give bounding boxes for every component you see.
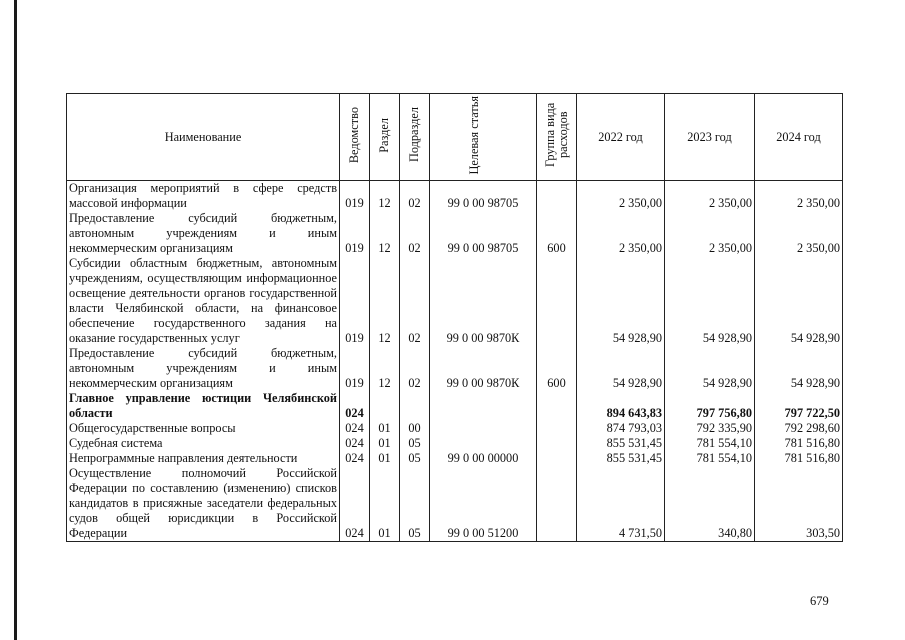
row-expense-group bbox=[537, 421, 577, 436]
row-amount-2022: 54 928,90 bbox=[577, 346, 665, 391]
table-row bbox=[67, 256, 843, 346]
row-subsection: 02 bbox=[400, 181, 430, 212]
header-department: Ведомство bbox=[340, 94, 370, 181]
row-amount-2024: 54 928,90 bbox=[755, 346, 843, 391]
row-amount-2022: 874 793,03 bbox=[577, 421, 665, 436]
row-name: Судебная система bbox=[67, 436, 340, 451]
table-row bbox=[67, 421, 843, 436]
row-department: 024 bbox=[340, 451, 370, 466]
row-department: 024 bbox=[340, 466, 370, 542]
row-amount-2022: 855 531,45 bbox=[577, 451, 665, 466]
row-expense-group bbox=[537, 436, 577, 451]
row-name: Субсидии областным бюджетным, автономным учреждениям, осуществляющим информационное освещение деятельности органов государственной власти Челябинской области, на финансовое обеспечение государственного задания на оказание государственных услуг bbox=[67, 256, 340, 346]
row-subsection: 05 bbox=[400, 451, 430, 466]
row-amount-2023: 54 928,90 bbox=[665, 346, 755, 391]
table-row bbox=[67, 391, 843, 421]
row-expense-group: 600 bbox=[537, 346, 577, 391]
row-name: Главное управление юстиции Челябинской области bbox=[67, 391, 340, 421]
row-amount-2022: 855 531,45 bbox=[577, 436, 665, 451]
row-target-item: 99 0 00 00000 bbox=[430, 451, 537, 466]
header-year-2024: 2024 год bbox=[755, 94, 843, 181]
budget-table-container bbox=[66, 93, 843, 542]
row-target-item bbox=[430, 421, 537, 436]
row-name: Предоставление субсидий бюджетным, автономным учреждениям и иным некоммерческим организациям bbox=[67, 346, 340, 391]
header-expense-group: Группа вида расходов bbox=[537, 94, 577, 181]
row-amount-2023: 781 554,10 bbox=[665, 451, 755, 466]
row-subsection: 02 bbox=[400, 256, 430, 346]
row-amount-2022: 4 731,50 bbox=[577, 466, 665, 542]
header-year-2023: 2023 год bbox=[665, 94, 755, 181]
row-name: Организация мероприятий в сфере средств массовой информации bbox=[67, 181, 340, 212]
header-target-item: Целевая статья bbox=[430, 94, 537, 181]
row-target-item: 99 0 00 98705 bbox=[430, 181, 537, 212]
scan-edge-line bbox=[14, 0, 17, 640]
header-year-2022: 2022 год bbox=[577, 94, 665, 181]
row-amount-2023: 54 928,90 bbox=[665, 256, 755, 346]
row-amount-2024: 781 516,80 bbox=[755, 436, 843, 451]
row-expense-group bbox=[537, 256, 577, 346]
row-subsection: 05 bbox=[400, 436, 430, 451]
row-amount-2023: 340,80 bbox=[665, 466, 755, 542]
row-expense-group bbox=[537, 391, 577, 421]
row-department: 024 bbox=[340, 421, 370, 436]
row-section: 01 bbox=[370, 436, 400, 451]
budget-table bbox=[66, 93, 843, 542]
header-section: Раздел bbox=[370, 94, 400, 181]
table-header-row bbox=[67, 94, 843, 181]
row-subsection bbox=[400, 391, 430, 421]
row-department: 019 bbox=[340, 256, 370, 346]
row-subsection: 02 bbox=[400, 346, 430, 391]
row-amount-2024: 2 350,00 bbox=[755, 211, 843, 256]
row-section: 12 bbox=[370, 181, 400, 212]
row-name: Предоставление субсидий бюджетным, автономным учреждениям и иным некоммерческим организациям bbox=[67, 211, 340, 256]
row-expense-group bbox=[537, 181, 577, 212]
row-amount-2024: 792 298,60 bbox=[755, 421, 843, 436]
row-amount-2022: 894 643,83 bbox=[577, 391, 665, 421]
row-amount-2023: 781 554,10 bbox=[665, 436, 755, 451]
row-name: Общегосударственные вопросы bbox=[67, 421, 340, 436]
table-row bbox=[67, 436, 843, 451]
row-target-item bbox=[430, 391, 537, 421]
row-amount-2024: 303,50 bbox=[755, 466, 843, 542]
table-row bbox=[67, 211, 843, 256]
row-amount-2022: 2 350,00 bbox=[577, 211, 665, 256]
row-amount-2023: 792 335,90 bbox=[665, 421, 755, 436]
row-subsection: 00 bbox=[400, 421, 430, 436]
row-name: Осуществление полномочий Российской Федерации по составлению (изменению) списков кандидатов в присяжные заседатели федеральных судов общей юрисдикции в Российской Федерации bbox=[67, 466, 340, 542]
header-subsection: Подраздел bbox=[400, 94, 430, 181]
table-row bbox=[67, 181, 843, 212]
row-expense-group bbox=[537, 466, 577, 542]
row-amount-2024: 781 516,80 bbox=[755, 451, 843, 466]
row-department: 019 bbox=[340, 211, 370, 256]
row-section bbox=[370, 391, 400, 421]
row-target-item: 99 0 00 51200 bbox=[430, 466, 537, 542]
header-name: Наименование bbox=[67, 94, 340, 181]
table-row bbox=[67, 346, 843, 391]
row-subsection: 02 bbox=[400, 211, 430, 256]
row-department: 019 bbox=[340, 346, 370, 391]
row-expense-group: 600 bbox=[537, 211, 577, 256]
row-section: 12 bbox=[370, 346, 400, 391]
row-target-item bbox=[430, 436, 537, 451]
row-amount-2023: 2 350,00 bbox=[665, 181, 755, 212]
row-name: Непрограммные направления деятельности bbox=[67, 451, 340, 466]
row-section: 12 bbox=[370, 256, 400, 346]
row-expense-group bbox=[537, 451, 577, 466]
row-amount-2022: 2 350,00 bbox=[577, 181, 665, 212]
table-row bbox=[67, 451, 843, 466]
row-amount-2024: 797 722,50 bbox=[755, 391, 843, 421]
row-section: 01 bbox=[370, 451, 400, 466]
row-section: 01 bbox=[370, 466, 400, 542]
row-section: 01 bbox=[370, 421, 400, 436]
row-department: 024 bbox=[340, 391, 370, 421]
row-subsection: 05 bbox=[400, 466, 430, 542]
row-amount-2023: 2 350,00 bbox=[665, 211, 755, 256]
row-amount-2024: 2 350,00 bbox=[755, 181, 843, 212]
row-target-item: 99 0 00 98705 bbox=[430, 211, 537, 256]
row-section: 12 bbox=[370, 211, 400, 256]
row-target-item: 99 0 00 9870К bbox=[430, 346, 537, 391]
row-amount-2023: 797 756,80 bbox=[665, 391, 755, 421]
row-target-item: 99 0 00 9870К bbox=[430, 256, 537, 346]
table-row bbox=[67, 466, 843, 542]
row-department: 024 bbox=[340, 436, 370, 451]
row-amount-2022: 54 928,90 bbox=[577, 256, 665, 346]
row-amount-2024: 54 928,90 bbox=[755, 256, 843, 346]
page-number: 679 bbox=[810, 594, 829, 608]
row-department: 019 bbox=[340, 181, 370, 212]
